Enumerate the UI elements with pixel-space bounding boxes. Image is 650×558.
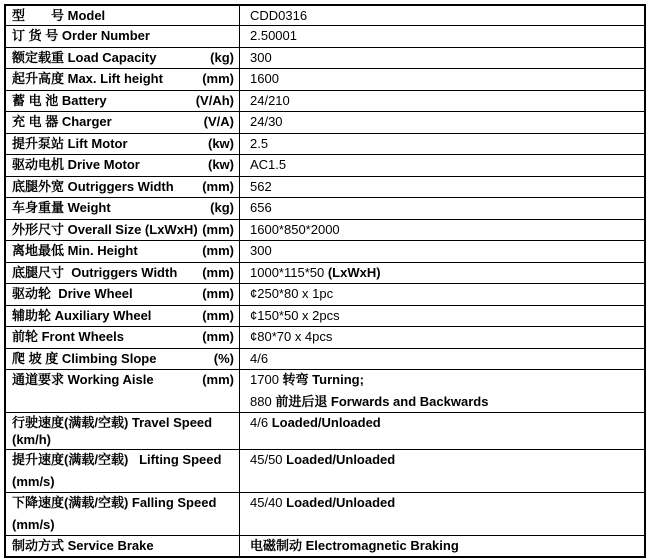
spec-label: 起升高度 Max. Lift height (12, 71, 163, 86)
spec-label-cell (5, 112, 240, 134)
spec-value-segment: 45/40 (250, 495, 287, 510)
spec-value-segment-bold: Loaded/Unloaded (286, 452, 396, 467)
spec-value-cell (240, 219, 646, 241)
spec-value-segment: ¢80*70 x 4pcs (250, 329, 333, 344)
spec-label-inner (6, 328, 239, 345)
spec-label: 前轮 Front Wheels (12, 329, 124, 344)
spec-label-cell (5, 26, 240, 48)
spec-label-cell (5, 155, 240, 177)
spec-label-cell (5, 176, 240, 198)
spec-label: 通道要求 Working Aisle (12, 372, 154, 387)
spec-value-segment: 562 (250, 178, 272, 194)
spec-label-inner (6, 27, 239, 44)
spec-label: 制动方式 Service Brake (12, 538, 154, 553)
spec-label-cell (5, 69, 240, 91)
spec-label-cell (5, 536, 240, 558)
spec-table (4, 4, 646, 558)
spec-label-inner (6, 178, 239, 195)
spec-label-cell (5, 413, 240, 450)
spec-value-segment-bold: (LxWxH) (327, 264, 381, 280)
spec-label-inner (6, 221, 239, 238)
spec-value-line (240, 242, 644, 259)
spec-value-segment-bold: Loaded/Unloaded (286, 495, 396, 510)
spec-label-cell (5, 219, 240, 241)
spec-label: 车身重量 Weight (12, 200, 111, 215)
spec-label: 下降速度(满载/空载) Falling Speed (mm/s) (12, 495, 217, 532)
spec-label-cell (5, 90, 240, 112)
spec-value-segment: ¢250*80 x 1pc (250, 286, 334, 301)
spec-value-segment: 2.50001 (250, 28, 297, 43)
spec-value-line (240, 371, 644, 388)
table-row (5, 370, 645, 413)
spec-label-inner (6, 451, 239, 490)
spec-unit: (mm) (202, 264, 234, 280)
spec-value-line (240, 414, 644, 431)
spec-value-line (240, 199, 644, 216)
table-row (5, 155, 645, 177)
spec-label-inner (6, 242, 239, 259)
spec-label-inner (6, 156, 239, 173)
spec-value-line (240, 537, 644, 554)
spec-table-container (4, 4, 646, 558)
spec-value-line (240, 393, 644, 410)
table-row (5, 413, 645, 450)
spec-unit: (V/Ah) (195, 92, 234, 108)
spec-label: 底腿尺寸 Outriggers Width (12, 264, 178, 280)
spec-value-line (240, 135, 644, 152)
spec-value-cell (240, 536, 646, 558)
spec-value-cell (240, 176, 646, 198)
spec-value-line (240, 451, 644, 468)
spec-label-cell (5, 450, 240, 493)
spec-value-segment: CDD0316 (250, 8, 308, 23)
spec-unit: (mm) (202, 329, 234, 344)
spec-value-line (240, 178, 644, 195)
spec-value-line (240, 7, 644, 24)
spec-value-line (240, 494, 644, 511)
spec-label-inner (6, 350, 239, 367)
spec-value-cell (240, 327, 646, 349)
table-row (5, 327, 645, 349)
spec-label-inner (6, 7, 239, 24)
spec-value-segment: 2.5 (250, 135, 269, 151)
spec-label-cell (5, 198, 240, 220)
spec-value-line (240, 70, 644, 87)
spec-label-cell (5, 284, 240, 306)
table-row (5, 536, 645, 558)
spec-label-inner (6, 70, 239, 87)
spec-value-segment: 45/50 (250, 452, 287, 467)
spec-label-line2: (mm/s) (12, 473, 55, 489)
spec-value-segment: AC1.5 (250, 157, 287, 172)
spec-value-cell (240, 155, 646, 177)
spec-unit: (mm) (202, 307, 234, 323)
spec-value-cell (240, 413, 646, 450)
spec-label: 充 电 器 Charger (12, 114, 112, 129)
table-row (5, 90, 645, 112)
spec-label-cell (5, 5, 240, 26)
table-row (5, 69, 645, 91)
spec-value-line (240, 49, 644, 66)
spec-value-line (240, 156, 644, 173)
spec-value-segment: 24/210 (250, 92, 290, 108)
spec-label-inner (6, 307, 239, 324)
spec-label-inner (6, 92, 239, 109)
spec-value-cell (240, 26, 646, 48)
spec-label: 行驶速度(满载/空载) Travel Speed (km/h) (12, 415, 216, 447)
spec-value-cell (240, 493, 646, 536)
spec-table-body (5, 5, 645, 557)
table-row (5, 262, 645, 284)
spec-value-line (240, 285, 644, 302)
spec-value-line (240, 264, 644, 281)
spec-label-inner (6, 199, 239, 216)
spec-unit: (kg) (210, 49, 234, 65)
spec-value-segment: 300 (250, 49, 272, 65)
spec-value-segment: 4/6 (250, 415, 272, 430)
table-row (5, 450, 645, 493)
spec-label: 型 号 Model (12, 8, 106, 23)
spec-label-inner (6, 371, 239, 388)
spec-value-cell (240, 90, 646, 112)
spec-value-line (240, 113, 644, 130)
spec-label-cell (5, 47, 240, 69)
spec-value-cell (240, 241, 646, 263)
spec-label-inner (6, 494, 239, 533)
spec-label-inner (6, 49, 239, 66)
table-row (5, 219, 645, 241)
spec-label-inner (6, 285, 239, 302)
spec-label-inner (6, 537, 239, 554)
spec-value-line (240, 27, 644, 44)
spec-label-inner (6, 264, 239, 281)
spec-unit: (mm) (202, 71, 234, 86)
spec-value-segment: 300 (250, 243, 272, 258)
spec-label-cell (5, 262, 240, 284)
spec-value-segment: 1700 (250, 372, 283, 387)
spec-unit: (%) (213, 350, 234, 366)
spec-value-segment-bold: Loaded/Unloaded (271, 415, 381, 430)
spec-label: 辅助轮 Auxiliary Wheel (12, 307, 152, 323)
spec-value-cell (240, 305, 646, 327)
spec-value-cell (240, 133, 646, 155)
spec-unit: (mm) (202, 178, 234, 194)
spec-value-cell (240, 284, 646, 306)
spec-label-cell (5, 493, 240, 536)
table-row (5, 112, 645, 134)
spec-label: 爬 坡 度 Climbing Slope (12, 350, 157, 366)
spec-value-cell (240, 450, 646, 493)
spec-value-line (240, 92, 644, 109)
spec-value-cell (240, 69, 646, 91)
spec-value-segment-bold: 前进后退 Forwards and Backwards (275, 393, 489, 409)
spec-value-cell (240, 112, 646, 134)
spec-value-segment: 880 (250, 393, 276, 409)
spec-label-inner (6, 414, 239, 448)
spec-label: 底腿外宽 Outriggers Width (12, 178, 174, 194)
table-row (5, 348, 645, 370)
table-row (5, 241, 645, 263)
table-row (5, 47, 645, 69)
spec-label: 提升泵站 Lift Motor (12, 135, 128, 151)
spec-value-segment-bold: 电磁制动 Electromagnetic Braking (250, 538, 459, 553)
table-row (5, 198, 645, 220)
spec-value-cell (240, 47, 646, 69)
spec-label-cell (5, 133, 240, 155)
table-row (5, 133, 645, 155)
spec-label-inner (6, 113, 239, 130)
spec-label: 蓄 电 池 Battery (12, 92, 107, 108)
spec-label-cell (5, 370, 240, 413)
spec-value-line (240, 307, 644, 324)
spec-label-inner (6, 135, 239, 152)
spec-value-segment: 1600*850*2000 (250, 221, 340, 237)
table-row (5, 5, 645, 26)
spec-label: 驱动轮 Drive Wheel (12, 286, 133, 301)
spec-label-cell (5, 305, 240, 327)
spec-value-cell (240, 5, 646, 26)
spec-unit: (mm) (202, 372, 234, 387)
spec-value-cell (240, 370, 646, 413)
spec-label: 提升速度(满载/空载) Lifting Speed (mm/s) (12, 452, 222, 489)
spec-value-segment: 1000*115*50 (250, 264, 328, 280)
spec-label: 额定载重 Load Capacity (12, 49, 157, 65)
spec-value-cell (240, 262, 646, 284)
spec-value-segment: ¢150*50 x 2pcs (250, 307, 340, 323)
spec-value-segment: 24/30 (250, 114, 283, 129)
spec-label-cell (5, 241, 240, 263)
spec-value-segment-bold: 转弯 Turning; (282, 372, 364, 387)
spec-value-cell (240, 348, 646, 370)
spec-value-segment: 656 (250, 200, 272, 215)
spec-unit: (V/A) (203, 114, 234, 129)
spec-label: 驱动电机 Drive Motor (12, 157, 140, 172)
spec-label: 外形尺寸 Overall Size (LxWxH) (12, 221, 198, 237)
spec-value-line (240, 350, 644, 367)
spec-unit: (kw) (208, 135, 234, 151)
spec-label-cell (5, 327, 240, 349)
table-row (5, 26, 645, 48)
spec-unit: (mm) (202, 221, 234, 237)
spec-unit: (mm) (202, 243, 234, 258)
table-row (5, 493, 645, 536)
table-row (5, 305, 645, 327)
spec-unit: (mm) (202, 286, 234, 301)
table-row (5, 176, 645, 198)
spec-label: 离地最低 Min. Height (12, 243, 138, 258)
spec-unit: (kw) (208, 157, 234, 172)
spec-value-line (240, 328, 644, 345)
spec-value-line (240, 221, 644, 238)
spec-label: 订 货 号 Order Number (12, 28, 150, 43)
spec-label-cell (5, 348, 240, 370)
spec-value-segment: 1600 (250, 71, 279, 86)
spec-unit: (kg) (210, 200, 234, 215)
table-row (5, 284, 645, 306)
spec-label-line2: (mm/s) (12, 516, 55, 532)
spec-value-cell (240, 198, 646, 220)
spec-value-segment: 4/6 (250, 350, 269, 366)
